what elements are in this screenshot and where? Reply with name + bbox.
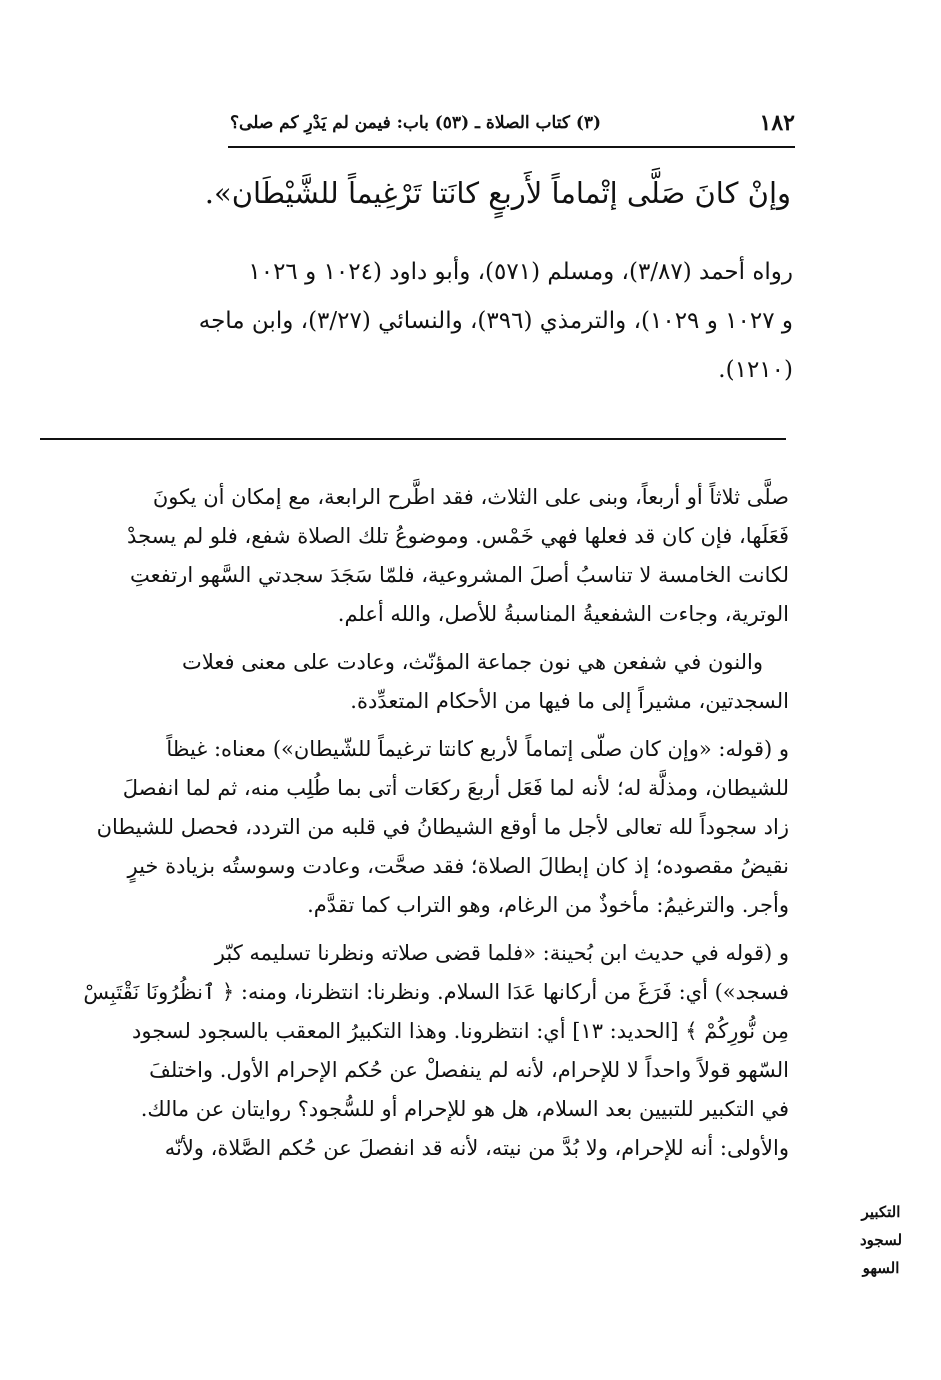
takhrij-line: و ١٠٢٧ و ١٠٢٩)، والترمذي (٣٩٦)، والنسائي (٣/٢٧)، وابن ماجه bbox=[198, 308, 793, 334]
commentary-line: و (قوله: «وإن كان صلّى إتماماً لأربع كانتا ترغيماً للشّيطان») معناه: غيظاً bbox=[166, 737, 789, 761]
commentary-separator-rule bbox=[40, 438, 786, 440]
commentary-line: زاد سجوداً لله تعالى لأجل ما أوقع الشيطانُ في قلبه من التردد، فحصل للشيطان bbox=[96, 815, 789, 839]
commentary-line: والأولى: أنه للإحرام، ولا بُدَّ من نيته، لأنه قد انفصلَ عن حُكم الصَّلاة، ولأنّه bbox=[164, 1136, 789, 1160]
commentary-line: مِن نُّورِكُمْ ﴾ [الحديد: ١٣] أي: انتظرونا. وهذا التكبيرُ المعقب بالسجود لسجود bbox=[132, 1019, 789, 1043]
commentary-paragraph bbox=[44, 730, 789, 925]
page-number: ١٨٢ bbox=[759, 110, 795, 136]
hadith-closing-line: وإنْ كانَ صَلَّى إتْماماً لأَربعٍ كانَتا تَرْغِيماً للشَّيْطَان». bbox=[204, 176, 791, 210]
commentary-line: لكانت الخامسة لا تناسبُ أصلَ المشروعية، فلمّا سَجَدَ سجدتي السَّهو ارتفعتِ bbox=[129, 563, 789, 587]
commentary-line: في التكبير للتبيين بعد السلام، هل هو للإحرام أو للسُّجود؟ روايتان عن مالك. bbox=[140, 1097, 789, 1121]
margin-note bbox=[852, 1198, 910, 1282]
commentary-block bbox=[44, 478, 789, 1177]
commentary-paragraph bbox=[44, 643, 789, 721]
commentary-line: نقيضُ مقصوده؛ إذ كان إبطالَ الصلاة؛ فقد صحَّت، وعادت وسوستُه بزيادة خيرٍ bbox=[127, 854, 789, 878]
commentary-line: وأجر. والترغيمُ: مأخوذٌ من الرغام، وهو التراب كما تقدَّم. bbox=[307, 893, 789, 917]
commentary-line: فسجد») أي: فَرَغَ من أركانها عَدَا السلام. ونظرنا: انتظرنا، ومنه: ﴿ ٱنظُرُونَا نَقْتَبِسْ bbox=[83, 980, 789, 1004]
commentary-line: للشيطان، ومذلَّة له؛ لأنه لما فَعَل أربعَ ركعَات أتى بما طُلِب منه، ثم لما انفصلَ bbox=[122, 776, 789, 800]
commentary-line: و (قوله في حديث ابن بُحينة: «فلما قضى صلاته ونظرنا تسليمه كبّر bbox=[214, 941, 789, 965]
running-title: (٣) كتاب الصلاة ـ (٥٣) باب: فيمن لم يَدْرِ كم صلى؟ bbox=[230, 113, 602, 133]
page-header bbox=[230, 108, 795, 144]
commentary-line: السجدتين، مشيراً إلى ما فيها من الأحكام المتعدِّدة. bbox=[350, 689, 789, 713]
commentary-line: والنون في شفعن هي نون جماعة المؤنّث، وعادت على معنى فعلات bbox=[182, 650, 763, 674]
commentary-line: الوترية، وجاءت الشفعيةُ المناسبةُ للأصل، والله أعلم. bbox=[337, 602, 789, 626]
commentary-line: صلَّى ثلاثاً أو أربعاً، وبنى على الثلاث، فقد اطَّرح الرابعة، مع إمكان أن يكونَ bbox=[152, 485, 789, 509]
margin-note-line: التكبير لسجود bbox=[859, 1203, 903, 1249]
takhrij-line: رواه أحمد (٣/٨٧)، ومسلم (٥٧١)، وأبو داود (١٠٢٤ و ١٠٢٦ bbox=[248, 259, 793, 285]
commentary-paragraph bbox=[44, 478, 789, 634]
margin-note-line: السهو bbox=[862, 1259, 900, 1277]
commentary-line: السّهو قولاً واحداً لا للإحرام، لأنه لم ينفصلْ عن حُكم الإحرام الأول. واختلفَ bbox=[149, 1058, 789, 1082]
takhrij-block bbox=[45, 248, 793, 395]
commentary-line: فَعَلَها، فإن كان قد فعلها فهي خَمْس. وموضوعُ تلك الصلاة شفع، فلو لم يسجدْ bbox=[127, 524, 789, 548]
takhrij-line: (١٢١٠). bbox=[718, 357, 793, 383]
header-rule bbox=[228, 146, 795, 148]
commentary-paragraph bbox=[44, 934, 789, 1168]
